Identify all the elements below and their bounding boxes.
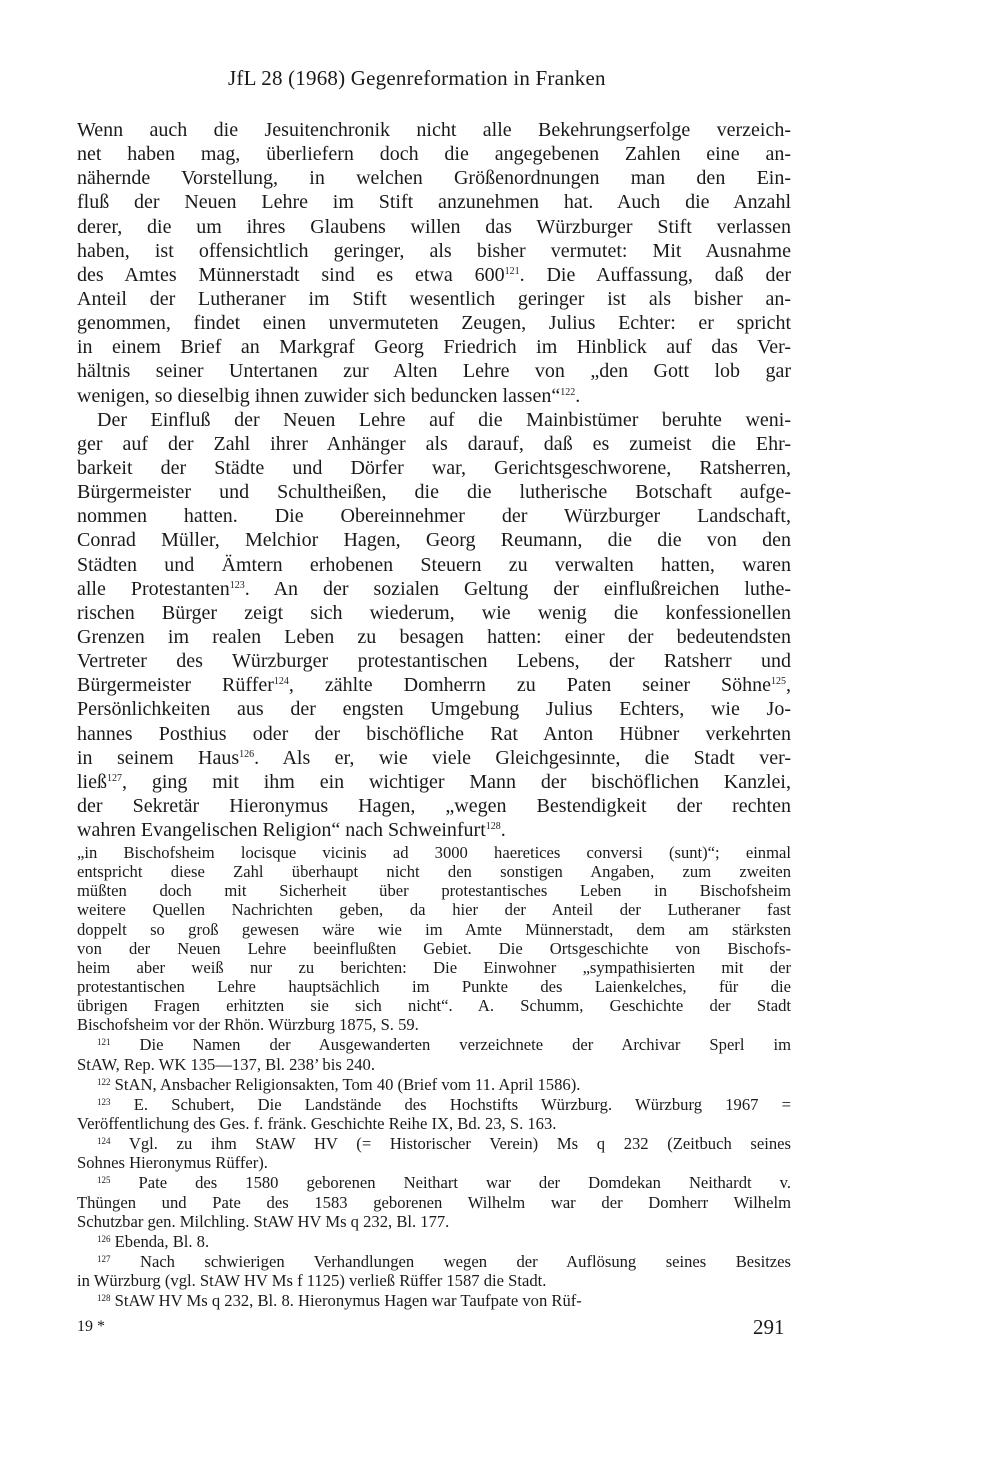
- footnote-text: StAN, Ansbacher Religionsakten, Tom 40 (Brief vom 11. April 1586).: [114, 1074, 581, 1094]
- footnote-text: StAW, Rep. WK 135—137, Bl. 238’ bis 240.: [77, 1054, 375, 1074]
- text-segment: in seinem Haus: [77, 746, 240, 769]
- footnote-line: entspricht diese Zahl überhaupt nicht den sonstigen Angaben, zum zweiten: [77, 862, 791, 882]
- text-segment: Vertreter des Würzburger protestantischen Lebens, der Ratsherr und: [77, 650, 791, 673]
- text-segment: Der Einfluß der Neuen Lehre auf die Mainbistümer beruhte weni-: [97, 408, 791, 431]
- text-segment: Bürgermeister Rüffer: [77, 674, 274, 697]
- text-segment: der Sekretär Hieronymus Hagen, „wegen Bestendigkeit der rechten: [77, 794, 791, 817]
- text-segment: Conrad Müller, Melchior Hagen, Georg Reumann, die die von den: [77, 529, 791, 552]
- footnote-text: Vgl. zu ihm StAW HV (= Historischer Verein) Ms q 232 (Zeitbuch seines: [128, 1134, 791, 1154]
- text-segment: nommen hatten. Die Obereinnehmer der Würzburger Landschaft,: [77, 505, 791, 528]
- text-line: [77, 746, 791, 770]
- footnote-127: [77, 1252, 791, 1290]
- text-segment: ließ: [77, 770, 107, 793]
- text-line: [77, 528, 791, 552]
- footnote-122: [77, 1075, 791, 1094]
- footnote-text: Thüngen und Pate des 1583 geborenen Wilhelm war der Domherr Wilhelm: [77, 1192, 791, 1212]
- text-segment: Persönlichkeiten aus der engsten Umgebung Julius Echters, wie Jo-: [77, 698, 791, 721]
- footnote-text: in Würzburg (vgl. StAW HV Ms f 1125) verließ Rüffer 1587 die Stadt.: [77, 1271, 547, 1291]
- footnote-125: [77, 1173, 791, 1230]
- text-line: [77, 794, 791, 818]
- text-line: [77, 577, 791, 601]
- text-line: [77, 553, 791, 577]
- footnote-line: [77, 1055, 791, 1074]
- paragraph-1: [77, 118, 791, 408]
- footnote-line: protestantischen Lehre hauptsächlich im Punkte des Laienkelches, für die: [77, 976, 791, 996]
- text-line: [77, 166, 791, 190]
- text-line: [77, 287, 791, 311]
- text-line: [77, 625, 791, 649]
- footnote-121: [77, 1035, 791, 1073]
- text-segment: . Als er, wie viele Gleichgesinnte, die Stadt ver-: [254, 746, 791, 769]
- text-segment: hannes Posthius oder der bischöfliche Rat Anton Hübner verkehrten: [77, 722, 791, 745]
- footnote-reference: 123: [229, 579, 245, 591]
- text-segment: . An der sozialen Geltung der einflußreichen luthe-: [244, 577, 791, 600]
- text-line: [77, 649, 791, 673]
- footnote-line: [77, 1193, 791, 1212]
- footnote-number: 123: [97, 1096, 111, 1107]
- footnote-line: „in Bischofsheim locisque vicinis ad 3000 haeretices conversi (sunt)“; einmal: [77, 843, 791, 862]
- running-header: JfL 28 (1968) Gegenreformation in Franken: [228, 66, 606, 90]
- footnote-line: übrigen Fragen erhitzten sie sich nicht“. A. Schumm, Geschichte der Stadt: [77, 996, 791, 1016]
- footnote-line: [77, 1095, 791, 1114]
- text-line: [77, 480, 791, 504]
- footnote-number: 126: [97, 1233, 111, 1244]
- text-line: [77, 770, 791, 794]
- footnote-text: Sohnes Hieronymus Rüffer).: [77, 1153, 268, 1173]
- text-segment: des Amtes Münnerstadt sind es etwa 600: [77, 263, 505, 286]
- text-line: [77, 311, 791, 335]
- text-line: [77, 142, 791, 166]
- text-segment: fluß der Neuen Lehre im Stift anzunehmen hat. Auch die Anzahl: [77, 191, 791, 214]
- text-line: [77, 215, 791, 239]
- text-segment: wahren Evangelischen Religion“ nach Schweinfurt: [77, 819, 486, 842]
- footnote-reference: 125: [771, 676, 786, 688]
- footnote-line: [77, 1212, 791, 1231]
- footnote-reference: 121: [504, 265, 520, 277]
- text-segment: ger auf der Zahl ihrer Anhänger als darauf, daß es zumeist die Ehr-: [77, 432, 791, 455]
- footnote-line: von der Neuen Lehre beeinflußten Gebiet. Die Ortsgeschichte von Bischofs-: [77, 938, 791, 958]
- text-line: [77, 818, 791, 842]
- text-segment: rischen Bürger zeigt sich wiederum, wie wenig die konfessionellen: [77, 601, 791, 624]
- footnote-text: E. Schubert, Die Landstände des Hochstifts Würzburg. Würzburg 1967 =: [133, 1094, 791, 1114]
- page-number: 291: [753, 1315, 785, 1339]
- footnote-123: [77, 1095, 791, 1133]
- text-segment: , zählte Domherrn zu Paten seiner Söhne: [288, 674, 771, 697]
- footnote-reference: 127: [107, 772, 122, 784]
- text-segment: ,: [786, 674, 791, 697]
- footnote-line: [77, 1173, 791, 1192]
- footnote-number: 128: [97, 1293, 111, 1304]
- footnote-128: [77, 1291, 791, 1310]
- text-segment: Grenzen im realen Leben zu besagen hatten: einer der bedeutendsten: [77, 625, 791, 648]
- text-segment: in einem Brief an Markgraf Georg Friedrich im Hinblick auf das Ver-: [77, 336, 791, 359]
- text-line: [77, 384, 791, 408]
- text-line: [77, 335, 791, 359]
- text-segment: genommen, findet einen unvermuteten Zeugen, Julius Echter: er spricht: [77, 312, 791, 335]
- footnote-reference: 122: [560, 386, 576, 398]
- footnote-line: [77, 1232, 791, 1251]
- footnote-text: StAW HV Ms q 232, Bl. 8. Hieronymus Hagen war Taufpate von Rüf-: [114, 1291, 582, 1311]
- text-segment: hältnis seiner Untertanen zur Alten Lehre von „den Gott lob gar: [77, 360, 791, 383]
- footnote-line: [77, 1075, 791, 1094]
- footnote-text: Veröffentlichung des Ges. f. fränk. Geschichte Reihe IX, Bd. 23, S. 163.: [77, 1113, 557, 1133]
- footnote-line: [77, 1252, 791, 1271]
- footnote-number: 125: [97, 1175, 111, 1186]
- footnote-list: [77, 1035, 791, 1310]
- text-line: [77, 239, 791, 263]
- footnotes: [77, 843, 791, 1310]
- footnote-line: [77, 1134, 791, 1153]
- text-segment: wenigen, so dieselbig ihnen zuwider sich beduncken lassen“: [77, 384, 561, 407]
- footnote-continuation: [77, 843, 791, 1034]
- footnote-line: heim aber weiß nur zu berichten: Die Einwohner „sympathisierten mit der: [77, 957, 791, 977]
- footnote-number: 121: [97, 1037, 111, 1048]
- text-segment: barkeit der Städte und Dörfer war, Gerichtsgeschworene, Ratsherren,: [77, 456, 791, 479]
- footnote-reference: 126: [239, 748, 255, 760]
- text-segment: Bürgermeister und Schultheißen, die die lutherische Botschaft aufge-: [77, 481, 791, 504]
- text-line: [77, 673, 791, 697]
- text-segment: , ging mit ihm ein wichtiger Mann der bischöflichen Kanzlei,: [122, 770, 791, 793]
- text-line: [77, 359, 791, 383]
- footnote-126: [77, 1232, 791, 1251]
- text-segment: .: [575, 384, 581, 407]
- text-segment: haben, ist offensichtlich geringer, als bisher vermutet: Mit Ausnahme: [77, 239, 791, 262]
- text-segment: Anteil der Lutheraner im Stift wesentlich geringer ist als bisher an-: [77, 287, 791, 310]
- footnote-line: [77, 1291, 791, 1310]
- signature-mark: 19 *: [77, 1318, 105, 1335]
- text-line: [77, 118, 791, 142]
- footnote-reference: 128: [485, 821, 501, 833]
- footnote-line: [77, 1114, 791, 1133]
- footnote-number: 122: [97, 1076, 111, 1087]
- footnote-text: Pate des 1580 geborenen Neithart war der Domdekan Neithardt v.: [138, 1173, 791, 1193]
- text-line: [77, 722, 791, 746]
- footnote-text: Die Namen der Ausgewanderten verzeichnete der Archivar Sperl im: [139, 1035, 791, 1055]
- text-line: [77, 190, 791, 214]
- footnote-line: [77, 1153, 791, 1172]
- text-line: [77, 456, 791, 480]
- footnote-line: doppelt so groß gewesen wäre wie im Amte Münnerstadt, dem am stärksten: [77, 919, 791, 939]
- text-line: [77, 263, 791, 287]
- footnote-line: Bischofsheim vor der Rhön. Würzburg 1875, S. 59.: [77, 1015, 419, 1035]
- text-line: [77, 432, 791, 456]
- main-text: [77, 118, 791, 842]
- footnote-line: [77, 1271, 791, 1290]
- text-segment: nähernde Vorstellung, in welchen Größenordnungen man den Ein-: [77, 167, 791, 190]
- text-line: [77, 504, 791, 528]
- text-segment: .: [500, 819, 506, 842]
- text-segment: derer, die um ihres Glaubens willen das Würzburger Stift verlassen: [77, 215, 791, 238]
- footnote-text: Nach schwierigen Verhandlungen wegen der Auflösung seines Besitzes: [139, 1251, 791, 1271]
- footnote-number: 127: [97, 1253, 111, 1264]
- text-segment: Städten und Ämtern erhobenen Steuern zu verwalten hatten, waren: [77, 553, 791, 576]
- text-segment: . Die Auffassung, daß der: [519, 263, 791, 286]
- text-line: [77, 408, 791, 432]
- text-line: [77, 601, 791, 625]
- text-segment: Wenn auch die Jesuitenchronik nicht alle Bekehrungserfolge verzeich-: [77, 119, 791, 141]
- paragraph-2: [77, 408, 791, 843]
- footnote-text: Ebenda, Bl. 8.: [114, 1231, 210, 1251]
- footnote-line: [77, 1035, 791, 1054]
- footnote-line: weitere Quellen Nachrichten geben, da hier der Anteil der Lutheraner fast: [77, 900, 791, 920]
- footnote-text: Schutzbar gen. Milchling. StAW HV Ms q 232, Bl. 177.: [77, 1211, 450, 1231]
- text-segment: net haben mag, überliefern doch die angegebenen Zahlen eine an-: [77, 143, 791, 166]
- footnote-124: [77, 1134, 791, 1172]
- text-line: [77, 697, 791, 721]
- footnote-reference: 124: [273, 676, 289, 688]
- footnote-line: müßten doch mit Sicherheit über protestantisches Leben in Bischofsheim: [77, 881, 791, 901]
- text-segment: alle Protestanten: [77, 577, 230, 600]
- footnote-number: 124: [97, 1136, 111, 1147]
